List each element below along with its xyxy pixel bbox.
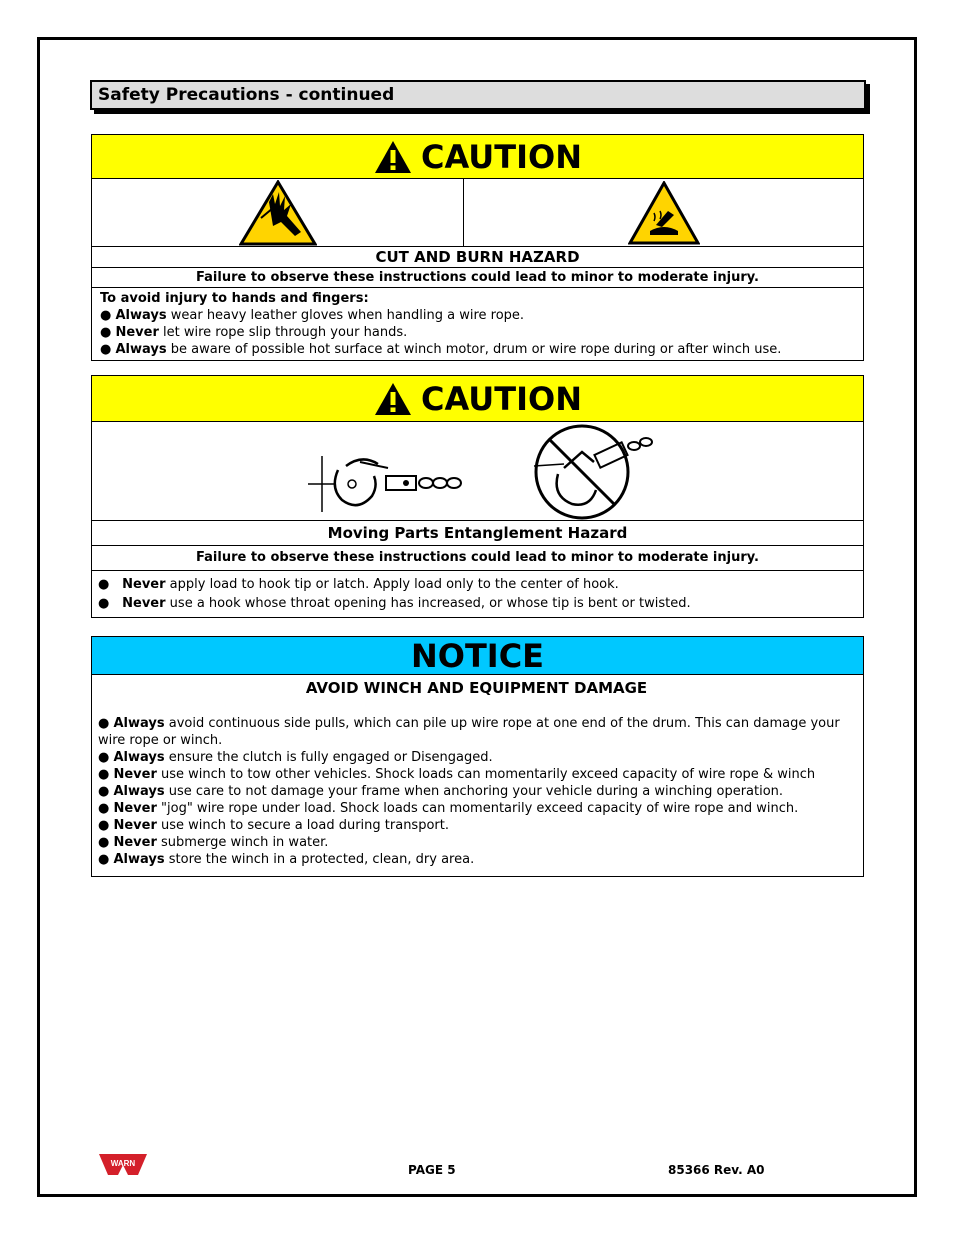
notice-box [91,636,864,877]
notice-banner [92,637,863,675]
caution-banner [92,135,863,179]
caution-instructions [92,288,863,360]
list-text: store the winch in a protected, clean, dry area. [164,852,475,867]
list-keyword: Never [113,767,157,782]
caution-banner [92,376,863,422]
cut-hazard-cell [92,179,464,246]
list-keyword: Never [113,835,157,850]
notice-banner-text: NOTICE [410,636,545,675]
burn-hazard-icon [628,181,700,245]
list-keyword: Never [113,801,157,816]
warning-triangle-icon [373,139,413,175]
hazard-title: CUT AND BURN HAZARD [92,247,863,268]
bullet: ● [98,767,110,782]
list-text: use a hook whose throat opening has increased, or whose tip is bent or twisted. [165,596,691,611]
bullet: ● [100,308,112,323]
notice-title: AVOID WINCH AND EQUIPMENT DAMAGE [305,679,648,697]
hazard-images-row [92,179,863,247]
hook-prohibited-icon [524,422,654,522]
warning-triangle-icon [373,381,413,417]
list-text: wear heavy leather gloves when handling a wire rope. [166,308,525,323]
list-item [98,594,855,613]
caution-box-moving-parts [91,375,864,618]
list-item [98,783,855,800]
list-text: be aware of possible hot surface at winch motor, drum or wire rope during or after winch use. [166,342,782,357]
list-keyword: Always [113,784,165,799]
hook-images-row [92,422,863,521]
list-item [98,715,855,749]
list-item [98,575,855,594]
warn-logo [98,1151,148,1177]
list-item [100,307,855,324]
list-item [98,749,855,766]
caution-box-cut-burn [91,134,864,361]
list-item [98,800,855,817]
list-text: avoid continuous side pulls, which can pile up wire rope at one end of the drum. This can damage your wire rope or winch. [98,716,840,748]
bullet: ● [98,852,110,867]
list-keyword: Always [113,750,165,765]
list-item [98,766,855,783]
caution-banner-text: CAUTION [421,137,582,176]
bullet: ● [98,596,110,611]
list-keyword: Never [122,596,166,611]
hazard-title: Moving Parts Entanglement Hazard [92,521,863,546]
list-keyword: Never [122,577,166,592]
list-text: ensure the clutch is fully engaged or Disengaged. [164,750,493,765]
list-item [100,341,855,358]
bullet: ● [98,818,110,833]
list-text: submerge winch in water. [156,835,329,850]
caution-instructions [92,571,863,617]
notice-content [92,675,863,876]
list-item [98,851,855,868]
consequence-text: Failure to observe these instructions could lead to minor to moderate injury. [92,546,863,571]
list-text: "jog" wire rope under load. Shock loads can momentarily exceed capacity of wire rope and winch. [156,801,799,816]
bullet: ● [100,342,112,357]
bullet: ● [98,750,110,765]
list-item [100,324,855,341]
cut-hazard-icon [239,180,317,246]
bullet: ● [100,325,112,340]
list-keyword: Always [113,852,165,867]
list-keyword: Always [115,342,167,357]
list-text: use care to not damage your frame when anchoring your vehicle during a winching operation. [164,784,784,799]
list-text: apply load to hook tip or latch. Apply load only to the center of hook. [165,577,619,592]
burn-hazard-cell [464,179,863,246]
list-text: let wire rope slip through your hands. [158,325,408,340]
list-text: use winch to secure a load during transport. [156,818,449,833]
list-text: use winch to tow other vehicles. Shock loads can momentarily exceed capacity of wire rope & winch [156,767,816,782]
list-keyword: Never [113,818,157,833]
page-number: PAGE 5 [408,1163,456,1177]
list-keyword: Never [115,325,159,340]
logo-text: WARN [110,1159,136,1168]
bullet: ● [98,801,110,816]
bullet: ● [98,577,110,592]
bullet: ● [98,784,110,799]
list-item [98,817,855,834]
bullet: ● [98,835,110,850]
list-keyword: Always [113,716,165,731]
list-keyword: Always [115,308,167,323]
list-item [98,834,855,851]
consequence-text: Failure to observe these instructions could lead to minor to moderate injury. [92,268,863,288]
bullet: ● [98,716,110,731]
instructions-intro: To avoid injury to hands and fingers: [100,291,369,306]
hook-correct-icon [306,436,466,516]
caution-banner-text: CAUTION [421,379,582,418]
section-title: Safety Precautions - continued [90,80,866,110]
document-revision: 85366 Rev. A0 [668,1163,765,1177]
